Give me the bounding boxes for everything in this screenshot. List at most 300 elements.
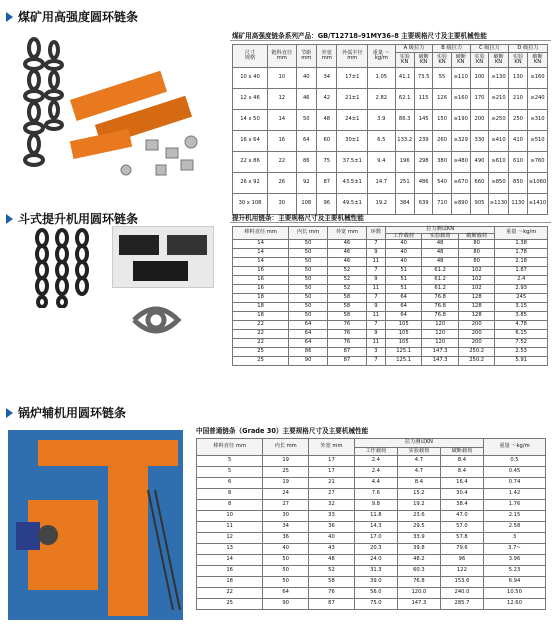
table-cell: 62.1 (395, 89, 414, 110)
table-cell: 410 (509, 131, 528, 152)
table3-caption: 中国普通链条（Grade 30）主要规格尺寸及主要机械性能 (196, 427, 369, 435)
table-cell: 3.9 (368, 110, 396, 131)
table-cell: 56.0 (354, 588, 397, 599)
table-cell: 55 (433, 68, 451, 89)
boiler-conveyor-photo (8, 430, 183, 620)
table-cell: 50 (289, 285, 328, 294)
table-cell: 19 (263, 478, 309, 489)
table-cell: 25 (197, 599, 263, 610)
table-cell: 64 (296, 131, 316, 152)
table-cell: 10 (268, 68, 297, 89)
table-cell: 9 (366, 330, 385, 339)
table1-caption: 煤矿用高强度链条系列产品：GB/T12718–91MY36–8 主要规格尺寸及主要机械性能 (232, 32, 487, 40)
table-cell: 14 (268, 110, 297, 131)
t2-header-width: 外宽 mm (328, 227, 367, 240)
table-cell: 23.6 (397, 511, 440, 522)
table-cell: 7 (366, 321, 385, 330)
table-cell: 3 (483, 533, 545, 544)
table-cell: ≥210 (489, 89, 509, 110)
table-cell: 50 (289, 240, 328, 249)
table-row (233, 152, 548, 173)
table-cell: 251 (395, 173, 414, 194)
table-cell: 9 (366, 249, 385, 258)
table-cell: ≥190 (451, 110, 470, 131)
table-cell: 48 (309, 555, 355, 566)
table-cell: 22 (233, 330, 289, 339)
table-cell: 200 (458, 330, 495, 339)
table-cell: 5 (197, 456, 263, 467)
table-cell: 50 (289, 303, 328, 312)
mining-chain-photo (6, 30, 211, 190)
table-cell: 50 (289, 267, 328, 276)
table-cell: 40 (309, 533, 355, 544)
table-cell: 239 (414, 131, 433, 152)
table-cell: 64 (385, 294, 422, 303)
t1-header-grade-a: A 级拉力 (395, 45, 433, 53)
table-cell: 76 (309, 588, 355, 599)
table-cell: 24.0 (354, 555, 397, 566)
table-cell: 64 (289, 330, 328, 339)
table-cell: 27 (263, 500, 309, 511)
bucket-photo (112, 226, 214, 288)
table-cell: 51 (385, 285, 422, 294)
table-row (233, 339, 548, 348)
table-bucket-chain (232, 226, 548, 366)
table-cell: 11 (366, 258, 385, 267)
table-row (197, 533, 546, 544)
t1-header-grade-c: C 级拉力 (470, 45, 508, 53)
table2-rule (230, 222, 551, 223)
table-cell: 7 (366, 294, 385, 303)
table-cell: ≥130 (489, 68, 509, 89)
table-cell: 4.78 (495, 321, 548, 330)
table-cell: 30±1 (337, 131, 368, 152)
table-cell: ≥160 (451, 89, 470, 110)
table-cell: 26 (268, 173, 297, 194)
table-cell: 4.4 (354, 478, 397, 489)
table-cell: ≥250 (489, 110, 509, 131)
table-cell: 6.94 (483, 577, 545, 588)
table-cell: 73.5 (414, 68, 433, 89)
table-cell: 1.38 (495, 240, 548, 249)
table-cell: 87 (317, 173, 337, 194)
table-cell: 26 x 92 (233, 173, 268, 194)
table-cell: 133.2 (395, 131, 414, 152)
t1-body (233, 68, 548, 215)
table-cell: 2.53 (495, 348, 548, 357)
table-row (197, 566, 546, 577)
table-row (233, 294, 548, 303)
table-row (233, 276, 548, 285)
table-cell: 86 (289, 348, 328, 357)
table-cell: 90 (289, 357, 328, 366)
table-row (233, 321, 548, 330)
table-cell: 34 (317, 68, 337, 89)
table-cell: 14 (197, 555, 263, 566)
table-cell: 40 (385, 240, 422, 249)
table-cell: 46 (296, 89, 316, 110)
table-cell: 2.93 (495, 285, 548, 294)
t1-sub-test: 实验 KN (509, 53, 528, 68)
table-cell: 16 x 64 (233, 131, 268, 152)
table-cell: 1.78 (495, 249, 548, 258)
section-arrow-icon (6, 408, 13, 418)
table-cell: 2.4 (354, 456, 397, 467)
table-cell: 16 (233, 276, 289, 285)
table-cell: 16.4 (440, 478, 483, 489)
table-cell: 120 (422, 339, 459, 348)
table-cell: 39.0 (354, 577, 397, 588)
table-cell: 12 (197, 533, 263, 544)
table-cell: 7 (366, 267, 385, 276)
table-cell: 79.6 (440, 544, 483, 555)
table-cell: 14.7 (368, 173, 396, 194)
table-cell: 4.7 (397, 467, 440, 478)
table-cell: 37.5±1 (337, 152, 368, 173)
table-cell: 51 (385, 267, 422, 276)
table-cell: 5.91 (495, 357, 548, 366)
table-cell: 30.4 (440, 489, 483, 500)
table-row (233, 357, 548, 366)
table-cell: 30 x 108 (233, 194, 268, 215)
table-row (233, 312, 548, 321)
table-row (197, 577, 546, 588)
table-cell: 61.2 (422, 267, 459, 276)
shackle-photo (120, 290, 192, 352)
table-cell: ≥1060 (527, 173, 547, 194)
table-cell: 22 x 86 (233, 152, 268, 173)
table-cell: 125.1 (385, 348, 422, 357)
table-cell: 76.8 (422, 312, 459, 321)
table-row (233, 110, 548, 131)
table-cell: 3.7~ (483, 544, 545, 555)
table-cell: 150 (433, 110, 451, 131)
table-cell: 260 (433, 131, 451, 152)
table-cell: 3.15 (495, 303, 548, 312)
table-cell: 22 (233, 321, 289, 330)
table1-rule (230, 40, 551, 41)
table-cell: 34 (263, 522, 309, 533)
table-cell: 14.3 (354, 522, 397, 533)
table-cell: 0.74 (483, 478, 545, 489)
table-cell: 14 (233, 258, 289, 267)
table-cell: 710 (433, 194, 451, 215)
table-cell: 147.3 (422, 348, 459, 357)
table-cell: 87 (328, 348, 367, 357)
t2-header-weight: 重量 ～kg/m (495, 227, 548, 240)
table-cell: 87 (309, 599, 355, 610)
t3-sub-break: 破断载荷 (440, 447, 483, 456)
table-cell: 10 (197, 511, 263, 522)
table-cell: ≥850 (489, 173, 509, 194)
table-cell: 25 (233, 357, 289, 366)
t1-sub-break: 破断 KN (527, 53, 547, 68)
table-cell: 8 (197, 500, 263, 511)
table-cell: 17±1 (337, 68, 368, 89)
t1-sub-break: 破断 KN (451, 53, 470, 68)
table-cell: 145 (414, 110, 433, 131)
table-cell: 61.2 (422, 276, 459, 285)
table-cell: 4.7 (397, 456, 440, 467)
table-cell: 76 (328, 339, 367, 348)
table-cell: 58 (328, 303, 367, 312)
table-cell: 8.4 (440, 456, 483, 467)
table-cell: 43 (309, 544, 355, 555)
table-cell: 126 (433, 89, 451, 110)
t3-header-inner-len: 内长 mm (263, 439, 309, 456)
table-cell: 11 (197, 522, 263, 533)
t2-sub-work: 工作载荷 (385, 233, 422, 240)
t1-sub-break: 破断 KN (414, 53, 433, 68)
table-cell: 30 (268, 194, 297, 215)
table-row (233, 173, 548, 194)
table-cell: ≥670 (451, 173, 470, 194)
bucket-chain-photo (30, 228, 105, 308)
table-cell: 540 (433, 173, 451, 194)
table-cell: 2.4 (495, 276, 548, 285)
table-cell: 21±1 (337, 89, 368, 110)
table-cell: 87 (328, 357, 367, 366)
table-cell: 5 (197, 467, 263, 478)
table-cell: 40 (385, 258, 422, 267)
table-cell: 48 (422, 258, 459, 267)
table-cell: 2.4 (354, 467, 397, 478)
table-cell: ≥610 (489, 152, 509, 173)
table-cell: 6.5 (368, 131, 396, 152)
t1-header-spec: 尺寸 规格 (233, 45, 268, 68)
table-cell: 14 (233, 249, 289, 258)
table-cell: 200 (458, 339, 495, 348)
table-cell: 25 (263, 467, 309, 478)
table-cell: 12.60 (483, 599, 545, 610)
table-cell: 7.52 (495, 339, 548, 348)
table-cell: 15.2 (397, 489, 440, 500)
table-cell: 50 (263, 555, 309, 566)
table-cell: 76.8 (422, 303, 459, 312)
table-grade30-chain (196, 438, 546, 610)
table-cell: 250.2 (458, 348, 495, 357)
table-cell: 2.58 (483, 522, 545, 533)
table-cell: 102 (458, 267, 495, 276)
section-arrow-icon (6, 12, 13, 22)
table-cell: 50 (289, 258, 328, 267)
table-cell: 1.42 (483, 489, 545, 500)
table-cell: 6.15 (495, 330, 548, 339)
table-cell: 50 (263, 566, 309, 577)
t1-sub-break: 破断 KN (489, 53, 509, 68)
table-cell: 76 (328, 330, 367, 339)
table-cell: 11 (366, 312, 385, 321)
table-cell: 49.5±1 (337, 194, 368, 215)
table-cell: 7 (366, 357, 385, 366)
table-cell: 102 (458, 285, 495, 294)
table-cell: 0.5 (483, 456, 545, 467)
table-cell: 120.0 (397, 588, 440, 599)
t2-sub-test: 实验载荷 (422, 233, 459, 240)
table-cell: 96 (317, 194, 337, 215)
table-cell: 11.8 (354, 511, 397, 522)
table-cell: 115 (414, 89, 433, 110)
table-cell: 12 (268, 89, 297, 110)
table-cell: 200 (470, 110, 488, 131)
t1-sub-test: 实验 KN (433, 53, 451, 68)
t2-header-dia: 棒料直径 mm (233, 227, 289, 240)
table-cell: 120 (422, 321, 459, 330)
table-row (233, 89, 548, 110)
table-cell: 11 (366, 339, 385, 348)
table-cell: 64 (385, 312, 422, 321)
table-cell: ≥1130 (489, 194, 509, 215)
table-cell: 2.18 (495, 258, 548, 267)
table-cell: 38.4 (440, 500, 483, 511)
table-cell: 660 (470, 173, 488, 194)
table-cell: 125.1 (385, 357, 422, 366)
t2-header-inner-len: 内长 mm (289, 227, 328, 240)
table-cell: 96 (440, 555, 483, 566)
t2-body (233, 240, 548, 366)
table-row (197, 511, 546, 522)
section-title-mining: 煤矿用高强度圆环链条 (6, 8, 138, 25)
table-cell: 245 (495, 294, 548, 303)
table-cell: 41.1 (395, 68, 414, 89)
table-cell: 2.15 (483, 511, 545, 522)
table-cell: 2.82 (368, 89, 396, 110)
t1-header-weight: 重量 ～kg/m (368, 45, 396, 68)
table-cell: 50 (263, 577, 309, 588)
table-cell: 64 (263, 588, 309, 599)
table-cell: ≥160 (527, 68, 547, 89)
table-cell: 153.6 (440, 577, 483, 588)
table-cell: 200 (458, 321, 495, 330)
table-cell: 48.2 (397, 555, 440, 566)
table-cell: 6 (197, 478, 263, 489)
table-cell: 108 (296, 194, 316, 215)
table-row (233, 240, 548, 249)
table-cell: 19 (263, 456, 309, 467)
table-cell: 7.6 (354, 489, 397, 500)
table-cell: 46 (328, 249, 367, 258)
table-cell: 36 (263, 533, 309, 544)
table-row (233, 267, 548, 276)
table-cell: 32 (309, 500, 355, 511)
table-cell: 48 (422, 249, 459, 258)
table-row (233, 330, 548, 339)
table-cell: 31.3 (354, 566, 397, 577)
table-cell: 105 (385, 330, 422, 339)
table-cell: 100 (470, 68, 488, 89)
table-cell: 13 (197, 544, 263, 555)
table-cell: 9 (366, 276, 385, 285)
table-cell: 18 (233, 294, 289, 303)
table-cell: 22 (233, 339, 289, 348)
table-cell: 58 (328, 294, 367, 303)
table-cell: 48 (422, 240, 459, 249)
table-cell: 3.85 (495, 312, 548, 321)
table-cell: 11 (366, 285, 385, 294)
table-cell: 130 (509, 68, 528, 89)
t3-header-width: 外宽 mm (309, 439, 355, 456)
table-cell: 30 (263, 511, 309, 522)
table-cell: 1.76 (483, 500, 545, 511)
table-cell: 16 (268, 131, 297, 152)
table-cell: 52 (309, 566, 355, 577)
table-cell: 298 (414, 152, 433, 173)
table-cell: 16 (233, 285, 289, 294)
table-cell: 196 (395, 152, 414, 173)
table-cell: 5.23 (483, 566, 545, 577)
table-row (233, 303, 548, 312)
table-cell: 12 x 46 (233, 89, 268, 110)
table-cell: 486 (414, 173, 433, 194)
t2-header-rings: 环数 (366, 227, 385, 240)
t3-sub-test: 实验载荷 (397, 447, 440, 456)
table-cell: 60.3 (397, 566, 440, 577)
table-cell: 210 (509, 89, 528, 110)
table-cell: 64 (289, 339, 328, 348)
table-cell: 19.2 (397, 500, 440, 511)
table-cell: 14 x 50 (233, 110, 268, 131)
table-row (197, 467, 546, 478)
table-row (197, 599, 546, 610)
t3-body (197, 456, 546, 610)
table-cell: 22 (197, 588, 263, 599)
table-row (197, 500, 546, 511)
table-cell: 0.45 (483, 467, 545, 478)
table-cell: 61.2 (422, 285, 459, 294)
table-cell: 17 (309, 456, 355, 467)
t3-sub-work: 工作载荷 (354, 447, 397, 456)
table-cell: 50 (296, 110, 316, 131)
table-cell: 80 (458, 258, 495, 267)
table-cell: ≥110 (451, 68, 470, 89)
table-cell: 610 (509, 152, 528, 173)
table-cell: 40 (263, 544, 309, 555)
table-cell: 17.0 (354, 533, 397, 544)
table-row (197, 489, 546, 500)
table-cell: 1.05 (368, 68, 396, 89)
t2-sub-break: 破断载荷 (458, 233, 495, 240)
table-cell: 9 (366, 303, 385, 312)
table-row (233, 258, 548, 267)
table-cell: 147.3 (422, 357, 459, 366)
table-cell: 22 (268, 152, 297, 173)
table-cell: 18 (197, 577, 263, 588)
table-cell: 147.3 (397, 599, 440, 610)
table-cell: 64 (385, 303, 422, 312)
section-arrow-icon (6, 214, 13, 224)
table-cell: 80 (458, 249, 495, 258)
table-cell: 16 (197, 566, 263, 577)
table-cell: 7 (366, 240, 385, 249)
table-cell: 16 (233, 267, 289, 276)
table-cell: 29.5 (397, 522, 440, 533)
table-cell: ≥480 (451, 152, 470, 173)
table-cell: 384 (395, 194, 414, 215)
table-cell: 92 (296, 173, 316, 194)
table-cell: 76.8 (397, 577, 440, 588)
table-cell: 50 (289, 276, 328, 285)
table-cell: 8.4 (440, 467, 483, 478)
table-cell: 86 (296, 152, 316, 173)
table-cell: 128 (458, 294, 495, 303)
table-row (233, 131, 548, 152)
table-cell: 120 (422, 330, 459, 339)
table-row (197, 522, 546, 533)
table-cell: 490 (470, 152, 488, 173)
table-cell: 18 (233, 303, 289, 312)
t3-header-load: 拉力测试KN (354, 439, 483, 448)
table-cell: 46 (328, 258, 367, 267)
